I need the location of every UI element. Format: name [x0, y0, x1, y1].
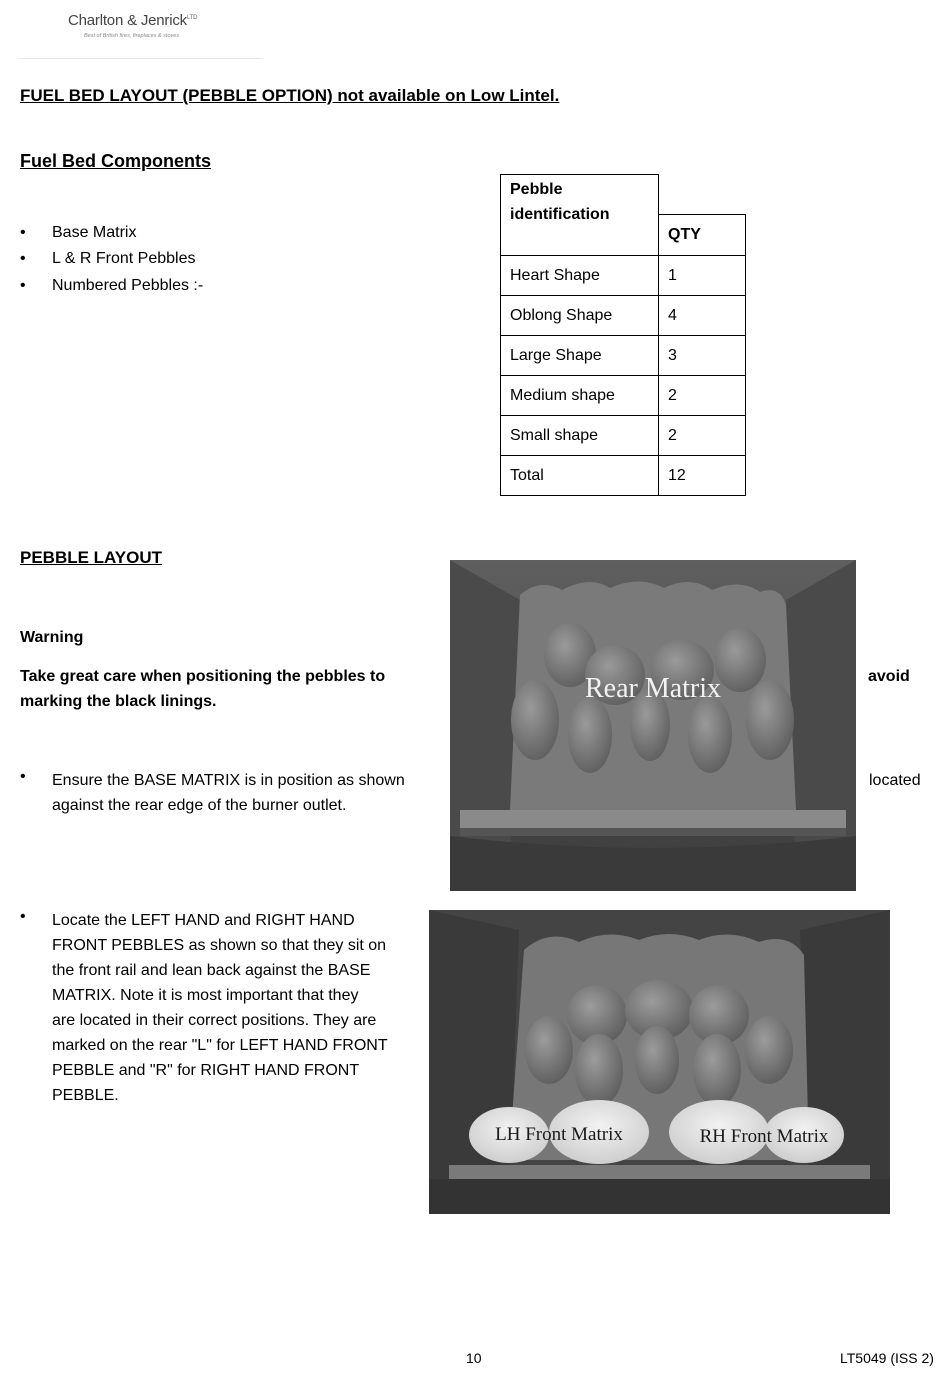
company-logo — [18, 4, 263, 59]
logo-tagline: Best of British fires, fireplaces & stoves — [84, 33, 180, 39]
lh-front-matrix-label: LH Front Matrix — [495, 1124, 623, 1145]
component-item: L & R Front Pebbles — [52, 250, 196, 267]
page-title: FUEL BED LAYOUT (PEBBLE OPTION) not available on Low Lintel. — [20, 86, 560, 105]
rear-matrix-label: Rear Matrix — [584, 673, 722, 704]
table-cell-name: Medium shape — [501, 376, 659, 416]
warning-title: Warning — [20, 629, 84, 646]
instruction-line: MATRIX. Note it is most important that they — [52, 987, 359, 1004]
instruction-text-end: located — [869, 772, 921, 789]
warning-text: marking the black linings. — [20, 693, 217, 710]
component-item: Base Matrix — [52, 224, 137, 241]
instruction-line: marked on the rear "L" for LEFT HAND FRONT — [52, 1037, 388, 1054]
pebble-table — [500, 174, 746, 496]
bullet-icon: • — [20, 908, 26, 925]
instruction-paragraph — [52, 908, 388, 1108]
table-cell-name: Large Shape — [501, 336, 659, 376]
table-row — [501, 376, 746, 416]
table-header-row — [501, 175, 746, 215]
instruction-line: PEBBLE. — [52, 1087, 119, 1104]
components-heading: Fuel Bed Components — [20, 151, 212, 171]
instruction-line: the front rail and lean back against the BASE — [52, 962, 371, 979]
warning-text: Take great care when positioning the pebbles to — [20, 668, 386, 685]
instruction-line: Locate the LEFT HAND and RIGHT HAND — [52, 912, 355, 929]
warning-text-end: avoid — [868, 668, 910, 685]
logo-trademark: LTD — [186, 15, 198, 21]
component-item: Numbered Pebbles :- — [52, 277, 204, 294]
table-cell-qty: 1 — [659, 256, 746, 296]
table-cell-qty: 2 — [659, 376, 746, 416]
table-cell-qty: 2 — [659, 416, 746, 456]
rear-matrix-photo — [450, 560, 856, 891]
rh-front-matrix-label: RH Front Matrix — [699, 1126, 829, 1147]
table-cell-qty: 12 — [659, 456, 746, 496]
table-cell-qty: 3 — [659, 336, 746, 376]
instruction-text: Ensure the BASE MATRIX is in position as shown — [52, 772, 405, 789]
table-cell-name: Small shape — [501, 416, 659, 456]
bullet-icon: • — [20, 768, 26, 785]
instruction-text: against the rear edge of the burner outlet. — [52, 797, 347, 814]
page-number: 10 — [466, 1350, 482, 1366]
pebble-layout-heading: PEBBLE LAYOUT — [20, 548, 163, 567]
bullet-icon: • — [20, 224, 26, 241]
instruction-line: are located in their correct positions. They are — [52, 1012, 377, 1029]
table-row — [501, 336, 746, 376]
logo-brand: Charlton & Jenrick$^{LTD}$ — [68, 12, 198, 29]
bullet-icon: • — [20, 277, 26, 294]
front-pebbles-photo — [429, 910, 890, 1214]
table-row — [501, 296, 746, 336]
table-cell-name: Total — [501, 456, 659, 496]
table-header-spacer — [659, 175, 746, 215]
instruction-line: FRONT PEBBLES as shown so that they sit on — [52, 937, 387, 954]
table-row — [501, 256, 746, 296]
table-row — [501, 456, 746, 496]
bullet-icon: • — [20, 250, 26, 267]
table-header-identification: Pebble identification — [501, 175, 659, 256]
table-cell-name: Heart Shape — [501, 256, 659, 296]
table-header-qty: QTY — [659, 215, 746, 256]
table-cell-name: Oblong Shape — [501, 296, 659, 336]
instruction-line: PEBBLE and "R" for RIGHT HAND FRONT — [52, 1062, 360, 1079]
document-reference: LT5049 (ISS 2) — [840, 1350, 934, 1366]
table-cell-qty: 4 — [659, 296, 746, 336]
table-row — [501, 416, 746, 456]
